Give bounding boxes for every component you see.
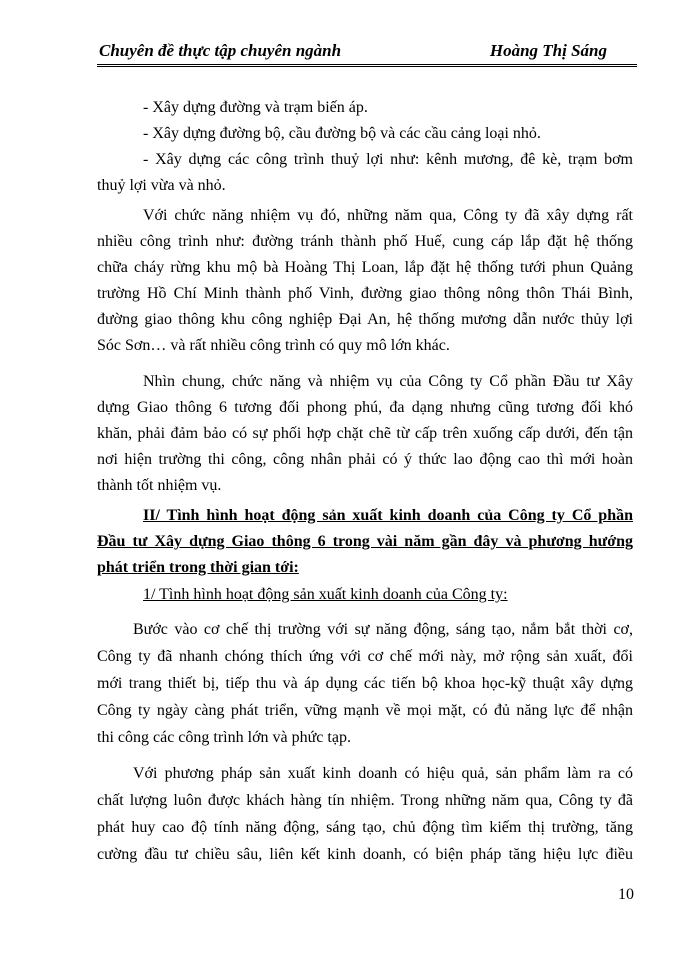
text-line: mới trang thiết bị, tiếp thu và áp dụng các tiến bộ khoa học-kỹ thuật xây dựng <box>97 675 633 692</box>
text-line: khăn, phải đảm bảo có sự phối hợp chặt chẽ từ cấp trên xuống cấp dưới, đến tận <box>97 425 633 442</box>
text-line: nhiều công trình như: đường tránh thành phố Huế, cung cáp lắp đặt hệ thống <box>97 233 633 250</box>
text-line: đường giao thông khu công nghiệp Đại An, hệ thống mương dẫn nước thủy lợi <box>97 311 633 328</box>
text-line: chất lượng luôn được khách hàng tín nhiệm. Trong những năm qua, Công ty đã <box>97 792 633 809</box>
text-line: Nhìn chung, chức năng và nhiệm vụ của Công ty Cổ phần Đầu tư Xây <box>143 373 633 390</box>
text-line: nơi hiện trường thi công, công nhân phải có ý thức lao động cao thì mới hoàn <box>97 451 633 468</box>
text-line: dựng Giao thông 6 tương đối phong phú, đa dạng nhưng cũng tương đối khó <box>97 399 633 416</box>
text-line: thuỷ lợi vừa và nhỏ. <box>97 177 226 194</box>
text-line: - Xây dựng đường bộ, cầu đường bộ và các cầu cảng loại nhỏ. <box>143 125 541 142</box>
text-line: thi công các công trình lớn và phức tạp. <box>97 729 351 746</box>
text-line: - Xây dựng đường và trạm biến áp. <box>143 99 368 116</box>
text-line: trường Hồ Chí Minh thành phố Vinh, đường giao thông nông thôn Thái Bình, <box>97 285 633 302</box>
text-line: cường đầu tư chiều sâu, liên kết kinh doanh, có biện pháp tăng hiệu lực điều <box>97 846 633 863</box>
text-line: Công ty đã nhanh chóng thích ứng với cơ chế mới này, mở rộng sản xuất, đổi <box>97 648 633 665</box>
header-author: Hoàng Thị Sáng <box>489 41 607 60</box>
page-number: 10 <box>618 886 634 903</box>
text-line: Công ty ngày càng phát triển, vững mạnh về mọi mặt, có đủ năng lực để nhận <box>97 702 633 719</box>
text-line: Với phương pháp sản xuất kinh doanh có hiệu quả, sản phẩm làm ra có <box>133 765 633 782</box>
header-title: Chuyên đề thực tập chuyên ngành <box>99 41 342 60</box>
page-header <box>97 38 637 67</box>
text-line: thành tốt nhiệm vụ. <box>97 477 222 494</box>
text-line: phát huy cao độ tính năng động, sáng tạo, chủ động tìm kiếm thị trường, tăng <box>97 819 633 836</box>
text-line: - Xây dựng các công trình thuỷ lợi như: kênh mương, đê kè, trạm bơm <box>143 151 633 168</box>
section-heading: II/ Tình hình hoạt động sản xuất kinh doanh của Công ty Cổ phần <box>143 507 633 524</box>
text-line: chữa cháy rừng khu mộ bà Hoàng Thị Loan, lắp đặt hệ thống tưới phun Quảng <box>97 259 633 276</box>
text-line: Với chức năng nhiệm vụ đó, những năm qua, Công ty đã xây dựng rất <box>143 207 633 224</box>
section-heading: phát triển trong thời gian tới: <box>97 559 299 576</box>
text-line: Sóc Sơn… và rất nhiều công trình có quy mô lớn khác. <box>97 337 450 354</box>
text-line: Bước vào cơ chế thị trường với sự năng động, sáng tạo, nắm bắt thời cơ, <box>133 621 633 638</box>
section-heading: Đầu tư Xây dựng Giao thông 6 trong vài năm gần đây và phương hướng <box>97 533 633 550</box>
subsection-heading: 1/ Tình hình hoạt động sản xuất kinh doanh của Công ty: <box>143 586 508 603</box>
